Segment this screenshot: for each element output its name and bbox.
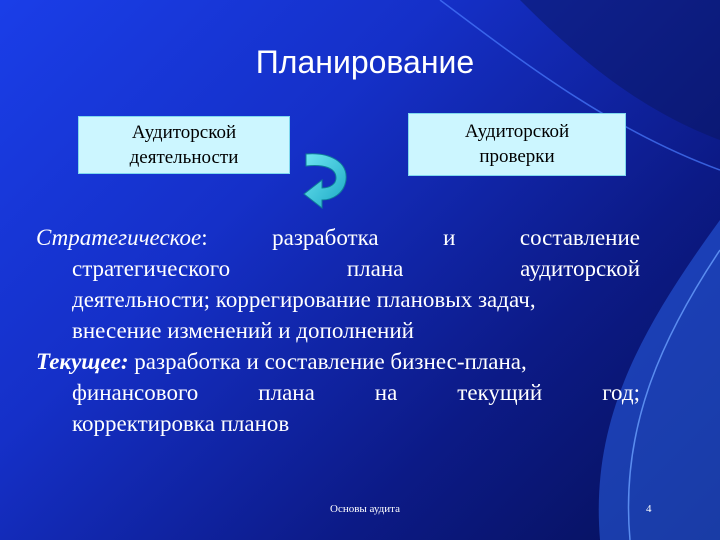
text-line: стратегического плана аудиторской — [72, 256, 640, 281]
strategic-paragraph — [36, 222, 640, 346]
strategic-label: Стратегическое — [36, 225, 202, 250]
text-line: внесение изменений и дополнений — [72, 318, 414, 343]
slide-title: Планирование — [255, 44, 475, 80]
text-line — [36, 222, 640, 253]
box-line: Аудиторской — [131, 122, 237, 143]
curved-arrow-icon — [300, 148, 360, 210]
text-line: корректировка планов — [72, 411, 290, 436]
footer-text: Основы аудита — [330, 503, 400, 515]
current-label: Текущее: — [36, 349, 129, 374]
text-span: разработка и составление бизнес-плана, — [128, 349, 527, 374]
current-paragraph — [36, 346, 640, 439]
box-line: проверки — [479, 146, 555, 167]
box-line: деятельности — [129, 147, 239, 168]
text-line — [36, 346, 640, 377]
audit-check-box — [408, 113, 626, 176]
slide-body — [36, 222, 640, 439]
audit-activity-box — [78, 116, 290, 174]
box-line: Аудиторской — [464, 121, 570, 142]
page-number: 4 — [646, 503, 652, 515]
text-line: финансового плана на текущий год; — [72, 380, 640, 405]
text-span: : разработка и составление — [201, 225, 640, 250]
text-line: деятельности; коррегирование плановых задач, — [72, 287, 536, 312]
